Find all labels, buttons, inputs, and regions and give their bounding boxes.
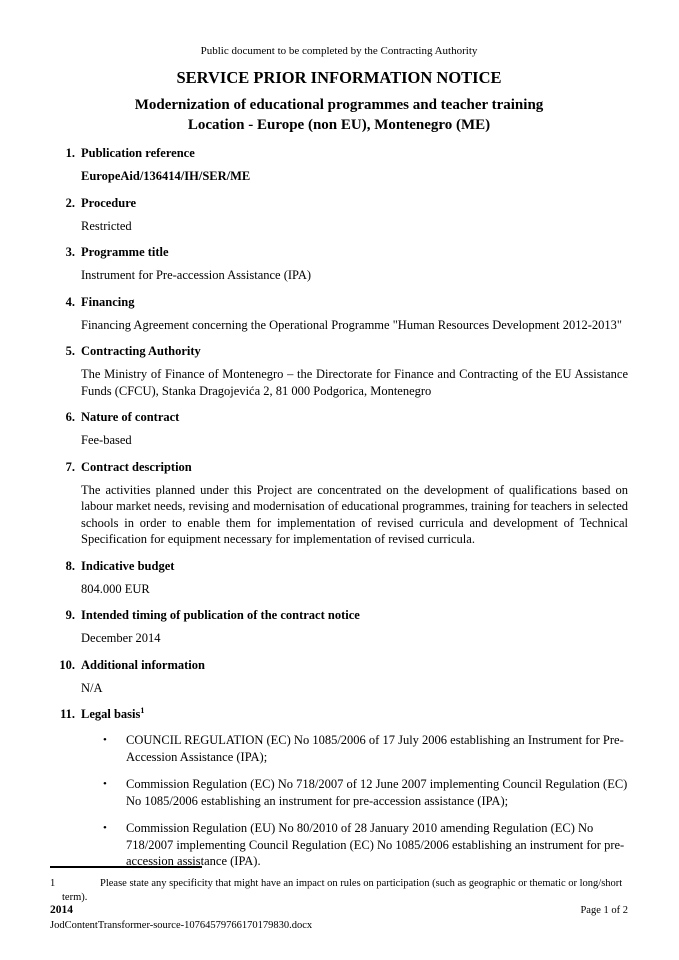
- bullet-icon: •: [103, 822, 107, 834]
- section-body: Instrument for Pre-accession Assistance (IPA): [81, 268, 312, 282]
- section-body: 804.000 EUR: [81, 581, 150, 596]
- legal-basis-item: [81, 820, 628, 870]
- section: [50, 459, 628, 548]
- section-heading: Nature of contract: [81, 410, 180, 424]
- footer-row: [50, 903, 628, 918]
- section-heading-label: Legal basis: [81, 707, 141, 721]
- section: [50, 145, 628, 185]
- section-heading: Additional information: [81, 657, 205, 672]
- footnote: [50, 877, 628, 905]
- section-number: 5.: [65, 344, 75, 358]
- footer-filename: JodContentTransformer-source-10764579766170179830.docx: [50, 920, 313, 931]
- section-heading: [81, 706, 628, 723]
- legal-basis-item-text: COUNCIL REGULATION (EC) No 1085/2006 of 17 July 2006 establishing an Instrument for Pre-Accession Assistance (IPA);: [126, 733, 624, 764]
- section-body: December 2014: [81, 631, 161, 645]
- document-subtitle: [50, 95, 628, 135]
- footer-page-number: Page 1 of 2: [580, 905, 628, 916]
- section-body: Fee-based: [81, 433, 132, 447]
- legal-basis-item-text: Commission Regulation (EU) No 80/2010 of 28 January 2010 amending Regulation (EC) No 718/2007 implementing Council Regulation (EC) No 1085/2006 establishing an instrument for pre-accession assistance (IPA).: [126, 821, 625, 868]
- section-heading: Intended timing of publication of the contract notice: [81, 608, 360, 622]
- section-heading: Indicative budget: [81, 558, 175, 573]
- section-number: 2.: [65, 195, 75, 210]
- section: [50, 294, 628, 334]
- section: [50, 195, 628, 235]
- section-heading: Contracting Authority: [81, 344, 201, 358]
- section-number: 7.: [65, 459, 75, 474]
- legal-basis-item: [81, 776, 628, 809]
- section: [50, 409, 628, 449]
- footer-year: 2014: [50, 904, 73, 916]
- section-heading: Publication reference: [81, 146, 195, 160]
- section-body: Financing Agreement concerning the Operational Programme "Human Resources Development 2012-2013": [81, 317, 622, 332]
- footnote-separator: [50, 866, 202, 868]
- footnote-marker: 1: [140, 705, 145, 715]
- numbered-sections: [50, 145, 628, 696]
- section-heading: Contract description: [81, 459, 192, 474]
- document-content: [50, 44, 628, 881]
- legal-basis-list: [81, 732, 628, 870]
- page-footer: [50, 903, 628, 933]
- section-body: EuropeAid/136414/IH/SER/ME: [81, 169, 251, 183]
- section: [50, 558, 628, 598]
- section-legal-basis: [50, 706, 628, 870]
- document-title: SERVICE PRIOR INFORMATION NOTICE: [176, 68, 502, 87]
- section-body: N/A: [81, 680, 103, 695]
- document-banner: Public document to be completed by the Contracting Authority: [200, 45, 478, 57]
- section: [50, 343, 628, 399]
- section-number: 1.: [65, 146, 75, 160]
- section-heading: Procedure: [81, 195, 137, 210]
- section-body: Restricted: [81, 218, 132, 233]
- section-number: 11.: [60, 707, 75, 721]
- section-heading: Programme title: [81, 245, 169, 259]
- section-number: 4.: [65, 294, 75, 309]
- bullet-icon: •: [103, 734, 107, 746]
- section-heading: Financing: [81, 294, 135, 309]
- legal-basis-item-text: Commission Regulation (EC) No 718/2007 of 12 June 2007 implementing Council Regulation (EC) No 1085/2006 establishing an instrument for pre-accession assistance (IPA);: [126, 777, 628, 808]
- legal-basis-item: [81, 732, 628, 765]
- section-number: 3.: [65, 245, 75, 259]
- footnote-area: [50, 866, 628, 905]
- section-number: 10.: [59, 657, 75, 672]
- section: [50, 607, 628, 647]
- section-body: The Ministry of Finance of Montenegro – the Directorate for Finance and Contracting of the EU Assistance Funds (CFCU), Stanka Dragojevića 2, 81 000 Podgorica, Montenegro: [81, 367, 628, 398]
- section: [50, 657, 628, 697]
- footnote-number: 1: [50, 878, 56, 889]
- section-number: 6.: [65, 410, 75, 424]
- document-subtitle-line-1: Modernization of educational programmes and teacher training: [134, 97, 544, 113]
- footnote-text: Please state any specificity that might have an impact on rules on participation (such as geographic or thematic or long/short term).: [62, 878, 623, 903]
- section-body: The activities planned under this Project are concentrated on the development of qualifications based on labour market needs, revising and modernisation of educational programmes, training for teachers in selected schools in order to enable them for implementation of revised curricula and development of Technical Specification for equipment necessary for implementation of revised curricula.: [81, 482, 628, 546]
- bullet-icon: •: [103, 778, 107, 790]
- document-subtitle-line-2: Location - Europe (non EU), Montenegro (ME): [187, 117, 491, 133]
- section-number: 9.: [65, 608, 75, 622]
- section-number: 8.: [65, 558, 75, 573]
- section: [50, 244, 628, 284]
